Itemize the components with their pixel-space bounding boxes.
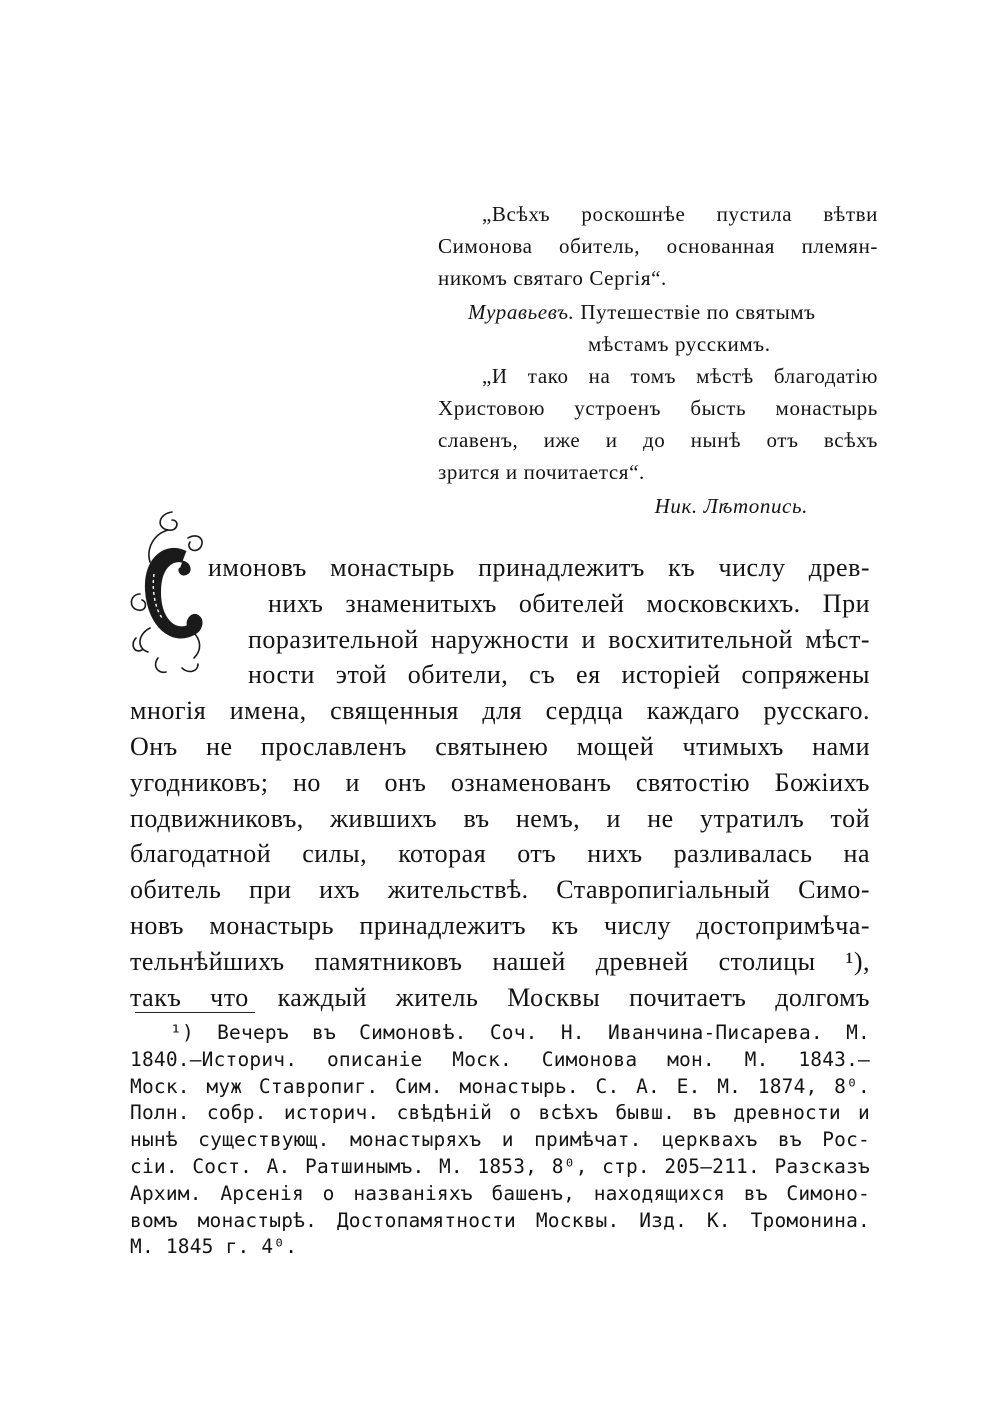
epigraph-line: Симонова обитель, основанная племян- <box>438 234 878 258</box>
body-line: поразительной наружности и восхитительной мѣст- <box>248 624 870 654</box>
footnote-line: Моск. муж Ставропиг. Сим. монастырь. С. А. Е. М. 1874, 8⁰. <box>130 1074 870 1098</box>
body-line: благодатной силы, которая отъ нихъ разливалась на <box>130 839 870 869</box>
epigraph-chronicle <box>438 360 878 522</box>
footnote <box>130 1020 870 1261</box>
main-text <box>130 550 870 1015</box>
epigraph-muravyev <box>438 198 878 360</box>
epigraph-line: Христовою устроенъ бысть монастырь <box>438 396 878 420</box>
epigraph-source: Ник. Лѣтопись. <box>654 494 808 518</box>
source-title: Путешествіе по святымъ <box>580 300 816 324</box>
source-author: Муравьевъ. <box>468 300 575 324</box>
body-line: многія имена, священныя для сердца каждаго русскаго. <box>130 696 870 726</box>
epigraph-source <box>438 296 878 328</box>
footnote-line: нынѣ существующ. монастыряхъ и примѣчат. церквахъ въ Рос- <box>130 1128 870 1152</box>
footnote-line: сіи. Сост. А. Ратшинымъ. М. 1853, 8⁰, стр. 205—211. Разсказъ <box>130 1154 870 1178</box>
footnote-line: Архим. Арсенія о названіяхъ башенъ, находящихся въ Симоно- <box>130 1181 870 1205</box>
body-line: новъ монастырь принадлежитъ къ числу достопримѣча- <box>130 910 870 940</box>
body-line: угодниковъ; но и онъ ознаменованъ святостію Божіихъ <box>130 767 870 797</box>
epigraph-line: зрится и почитается“. <box>438 460 645 484</box>
body-line: тельнѣйшихъ памятниковъ нашей древней столицы ¹), <box>130 946 870 976</box>
body-line: обитель при ихъ жительствѣ. Ставропигіальный Симо- <box>130 875 870 905</box>
epigraph-line: никомъ святаго Сергія“. <box>438 266 667 290</box>
footnote-rule <box>135 1012 255 1013</box>
body-line: такъ что каждый житель Москвы почитаетъ долгомъ <box>130 982 870 1012</box>
body-line: подвижниковъ, жившихъ въ немъ, и не утратилъ той <box>130 803 870 833</box>
body-line: имоновъ монастырь принадлежитъ къ числу древ- <box>208 553 870 582</box>
footnote-line: Полн. собр. историч. свѣдѣній о всѣхъ бывш. въ древности и <box>130 1101 870 1125</box>
footnote-line: 1840.—Историч. описаніе Моск. Симонова мон. М. 1843.— <box>130 1047 870 1071</box>
epigraph-line: славенъ, иже и до нынѣ отъ всѣхъ <box>438 428 878 452</box>
footnote-line: М. 1845 г. 4⁰. <box>130 1235 298 1259</box>
source-title-continued: мѣстамъ русскимъ. <box>588 332 771 356</box>
epigraph-line: „Всѣхъ роскошнѣе пустила вѣтви <box>482 202 878 226</box>
footnote-line: ¹) Вечеръ въ Симоновѣ. Соч. Н. Иванчина-Писарева. М. <box>170 1021 870 1044</box>
footnote-line: вомъ монастырѣ. Достопамятности Москвы. Изд. К. Тромонина. <box>130 1208 870 1232</box>
body-line: ности этой обители, съ ея исторіей сопряжены <box>248 660 870 690</box>
body-line: нихъ знаменитыхъ обителей московскихъ. При <box>268 588 870 618</box>
epigraph-line: „И тако на томъ мѣстѣ благодатію <box>482 364 878 388</box>
body-line: Онъ не прославленъ святынею мощей чтимыхъ нами <box>130 731 870 761</box>
